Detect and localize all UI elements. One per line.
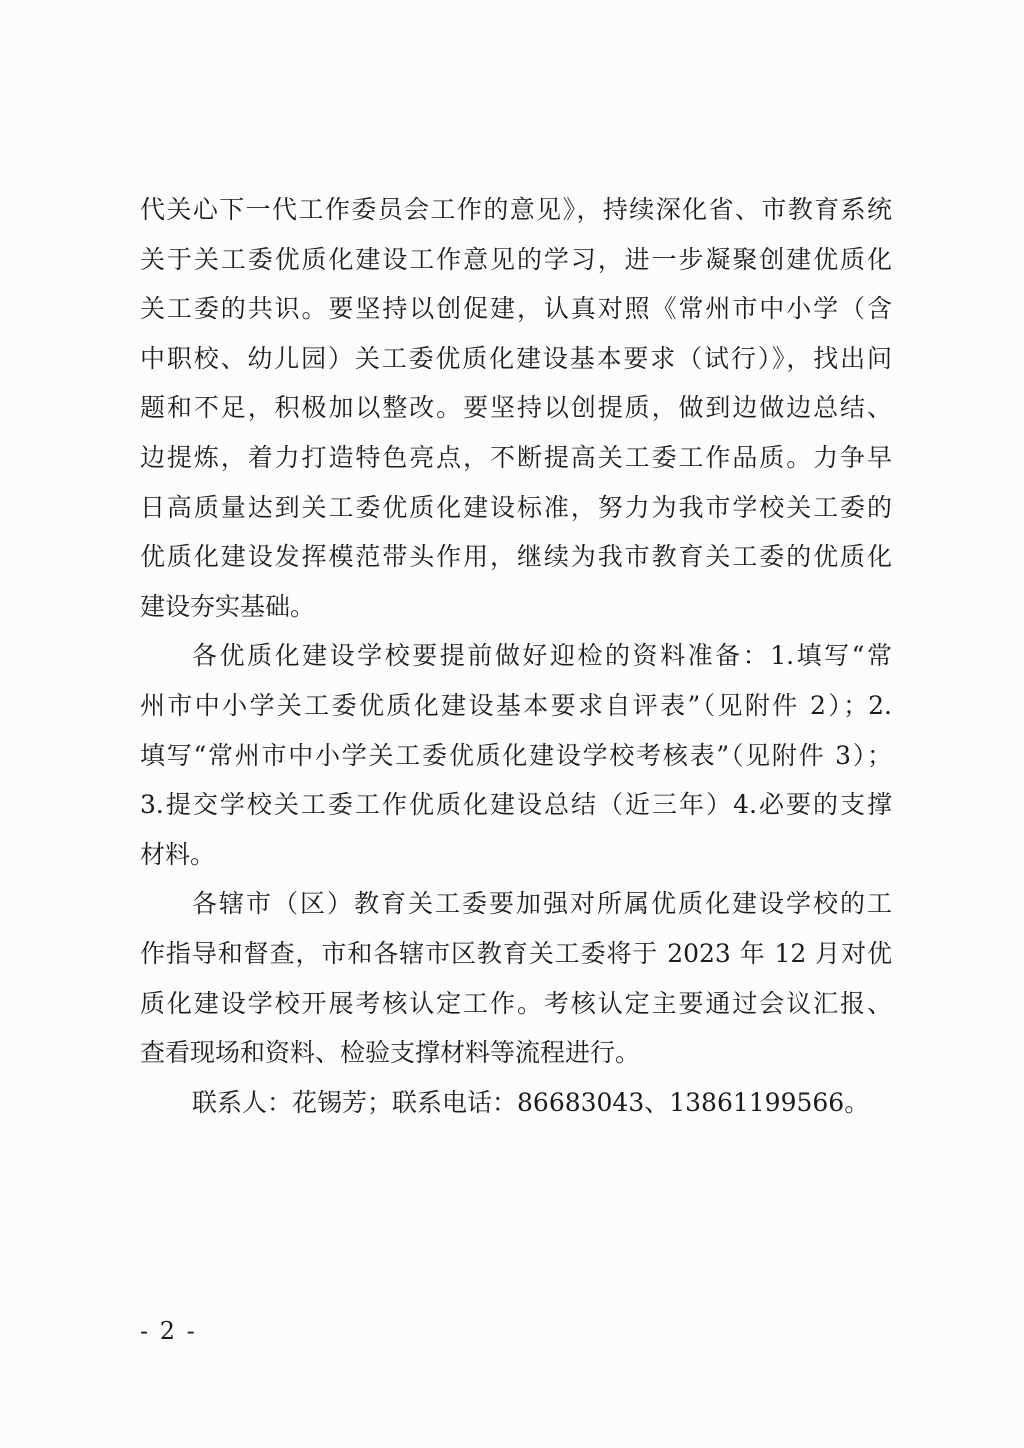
paragraph-2-line-3: 填写“常州市中小学关工委优质化建设学校考核表”（见附件 3）； <box>140 740 892 770</box>
paragraph-1-line-9: 建设夯实基础。 <box>140 591 316 621</box>
paragraph-1-line-1: 代关心下一代工作委员会工作的意见》，持续深化省、市教育系统 <box>140 195 892 224</box>
paragraph-1-line-3: 关工委的共识。要坚持以创促建，认真对照《常州市中小学（含 <box>140 294 892 324</box>
paragraph-1-line-5: 题和不足，积极加以整改。要坚持以创提质，做到边做边总结、 <box>140 393 892 423</box>
paragraph-2-line-1: 各优质化建设学校要提前做好迎检的资料准备：1.填写“常 <box>192 641 892 671</box>
paragraph-2-line-4: 3.提交学校关工委工作优质化建设总结（近三年）4.必要的支撑 <box>140 790 892 820</box>
paragraph-2-line-2: 州市中小学关工委优质化建设基本要求自评表”（见附件 2）；2. <box>140 690 892 720</box>
body-text <box>140 185 892 1127</box>
paragraph-2-line-5: 材料。 <box>140 839 216 869</box>
paragraph-1-line-2: 关于关工委优质化建设工作意见的学习，进一步凝聚创建优质化 <box>140 244 892 274</box>
paragraph-3-line-2: 作指导和督查，市和各辖市区教育关工委将于 2023 年 12 月对优 <box>140 938 892 968</box>
paragraph-3-line-4: 查看现场和资料、检验支撑材料等流程进行。 <box>140 1038 641 1068</box>
paragraph-3-line-3: 质化建设学校开展考核认定工作。考核认定主要通过会议汇报、 <box>140 988 892 1018</box>
contact-line: 联系人：花锡芳；联系电话：86683043、13861199566。 <box>192 1087 870 1117</box>
paragraph-3-line-1: 各辖市（区）教育关工委要加强对所属优质化建设学校的工 <box>192 889 892 919</box>
page-number: - 2 - <box>140 1317 197 1345</box>
paragraph-1-line-4: 中职校、幼儿园）关工委优质化建设基本要求（试行）》，找出问 <box>140 343 892 373</box>
paragraph-1-line-6: 边提炼，着力打造特色亮点，不断提高关工委工作品质。力争早 <box>140 442 892 472</box>
paragraph-1-line-8: 优质化建设发挥模范带头作用，继续为我市教育关工委的优质化 <box>140 542 892 572</box>
paragraph-1-line-7: 日高质量达到关工委优质化建设标准，努力为我市学校关工委的 <box>140 492 892 522</box>
